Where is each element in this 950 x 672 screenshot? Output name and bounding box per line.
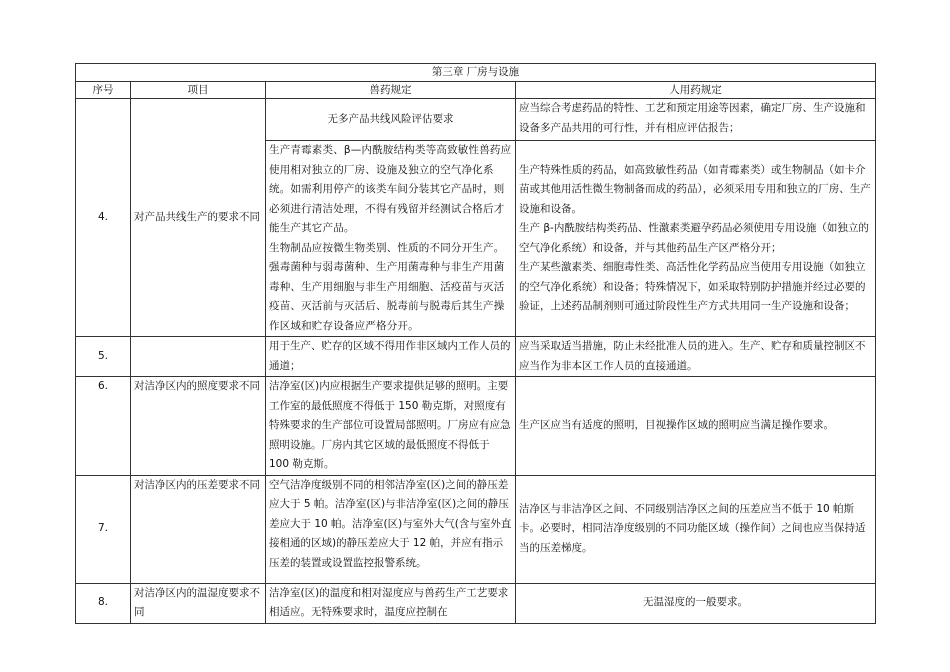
human-rule-cell (516, 141, 876, 337)
row-number: 8. (76, 583, 131, 623)
row-item: 对洁净区内的压差要求不同 (131, 475, 266, 583)
table-row (76, 337, 876, 377)
row-number: 5. (76, 337, 131, 377)
vet-rule-cell: 用于生产、贮存的区域不得用作非区域内工作人员的通道； (266, 337, 516, 377)
human-rule-cell: 应当采取适当措施，防止未经批准人员的进入。生产、贮存和质量控制区不应当作为非本区工作人员的直接通道。 (516, 337, 876, 377)
table-row (76, 583, 876, 623)
human-rule-cell: 生产区应当有适度的照明，目视操作区域的照明应当满足操作要求。 (516, 377, 876, 476)
header-vet-rules: 兽药规定 (266, 82, 516, 99)
human-rule-paragraph: 生产特殊性质的药品，如高致敏性药品（如青霉素类）或生物制品（如卡介苗或其他用活性微生物制备而成的药品），必须采用专用和独立的厂房、生产设施和设备。 (519, 163, 871, 215)
vet-rule-cell: 洁净室(区)的温度和相对湿度应与兽药生产工艺要求相适应。无特殊要求时，温度应控制在 (266, 583, 516, 623)
table-row (76, 377, 876, 476)
vet-rule-paragraph: 生产青霉素类、β—内酰胺结构类等高致敏性兽药应使用相对独立的厂房、设施及独立的空气净化系统。如需利用停产的该类车间分装其它产品时，则必须进行清洁处理，不得有残留并经测试合格后才能生产其它产品。 (269, 144, 512, 234)
row-item: 对洁净区内的照度要求不同 (131, 377, 266, 476)
human-rule-paragraph: 生产某些激素类、细胞毒性类、高活性化学药品应当使用专用设施（如独立的空气净化系统）和设备；特殊情况下，如采取特别防护措施并经过必要的验证，上述药品制剂则可通过阶段性生产方式共用同一生产设施和设备； (519, 261, 866, 312)
human-rule-paragraph: 生产 β-内酰胺结构类药品、性激素类避孕药品必须使用专用设施（如独立的空气净化系统）和设备，并与其他药品生产区严格分开； (519, 222, 869, 254)
vet-rule-cell: 无多产品共线风险评估要求 (266, 99, 516, 141)
header-number: 序号 (76, 82, 131, 99)
human-rule-cell: 无温湿度的一般要求。 (516, 583, 876, 623)
vet-rule-paragraph: 生物制品应按微生物类别、性质的不同分开生产。强毒菌种与弱毒菌种、生产用菌毒种与非生产用菌毒种、生产用细胞与非生产用细胞、活疫苗与灭活疫苗、灭活前与灭活后、脱毒前与脱毒后其生产操作区域和贮存设备应严格分开。 (269, 241, 505, 332)
row-item: 对产品共线生产的要求不同 (131, 99, 266, 337)
table-row (76, 475, 876, 583)
vet-rule-cell: 空气洁净度级别不同的相邻洁净室(区)之间的静压差应大于 5 帕。洁净室(区)与非洁净室(区)之间的静压差应大于 10 帕。洁净室(区)与室外大气(含与室外直接相通的区域)的静压差应大于 12 帕，并应有指示压差的装置或设置监控报警系统。 (266, 475, 516, 583)
vet-rule-cell (266, 141, 516, 337)
row-number: 6. (76, 377, 131, 476)
row-item: 对洁净区内的温湿度要求不同 (131, 583, 266, 623)
row-number: 4. (76, 99, 131, 337)
row-number: 7. (76, 475, 131, 583)
human-rule-cell: 应当综合考虑药品的特性、工艺和预定用途等因素，确定厂房、生产设施和设备多产品共用的可行性，并有相应评估报告； (516, 99, 876, 141)
header-item: 项目 (131, 82, 266, 99)
row-item (131, 337, 266, 377)
regulation-comparison-table (75, 63, 876, 624)
vet-rule-cell: 洁净室(区)内应根据生产要求提供足够的照明。主要工作室的最低照度不得低于 150 勒克斯，对照度有特殊要求的生产部位可设置局部照明。厂房应有应急照明设施。厂房内其它区域的最低照度不得低于 100 勒克斯。 (266, 377, 516, 476)
chapter-title: 第三章 厂房与设施 (76, 64, 876, 82)
table-row (76, 99, 876, 141)
header-human-rules: 人用药规定 (516, 82, 876, 99)
human-rule-cell: 洁净区与非洁净区之间、不同级别洁净区之间的压差应当不低于 10 帕斯卡。必要时，相同洁净度级别的不同功能区域（操作间）之间也应当保持适当的压差梯度。 (516, 475, 876, 583)
